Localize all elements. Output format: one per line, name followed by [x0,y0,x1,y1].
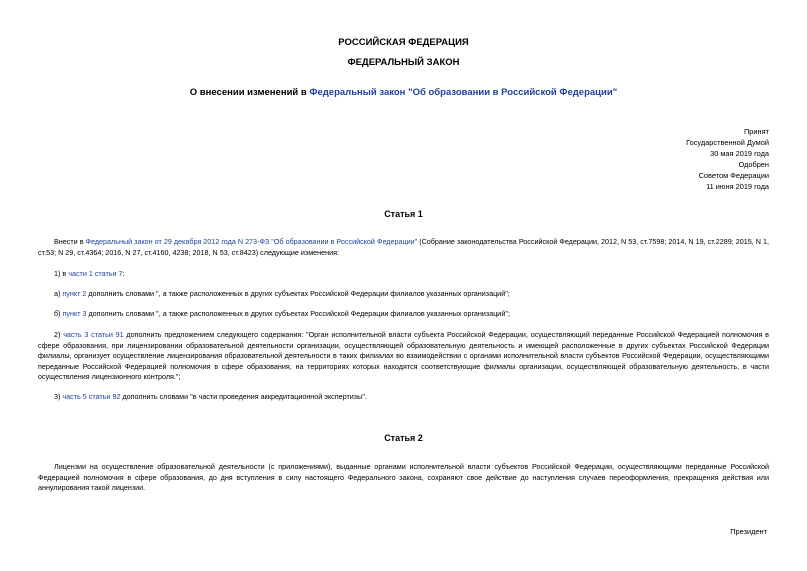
item-1b-text: б) [54,309,63,318]
acceptance-line: 11 июня 2019 года [706,182,769,191]
law-title-prefix: О внесении изменений в [189,87,310,98]
law-273-fz-link[interactable]: Федеральный закон от 29 декабря 2012 года N 273-ФЗ "Об образовании в Российской Федерации" [85,237,418,246]
law-title [0,87,807,98]
article-7-part-1-link[interactable]: части 1 статьи 7 [68,269,123,278]
item-1-text: 1) в [54,269,69,278]
intro-text-rest: (Собрание законодательства Российской Федерации, 2012, N 53, ст.7598; 2014, N 19, ст.2289; 2015, N 1, ст.53; N 29, ст.4364; 2016, N 27, ст.4160, 4238; 2018, N 53, ст.8423) следующие изменения: [38,237,769,257]
clause-3-link[interactable]: пункт 3 [62,309,87,318]
item-3 [38,392,769,403]
intro-text: Внести в [54,237,86,246]
item-1 [38,269,769,280]
president-signature: Президент [730,527,767,536]
acceptance-line: Принят [743,127,769,136]
article-2-heading: Статья 2 [384,433,423,443]
item-1b [38,309,769,320]
item-1-text-rest: : [122,269,125,278]
item-3-text-rest: дополнить словами "в части проведения аккредитационной экспертизы". [120,392,367,401]
country-heading: РОССИЙСКАЯ ФЕДЕРАЦИЯ [338,37,469,48]
item-1a-text-rest: дополнить словами ", а также расположенных в других субъектах Российской Федерации филиалов указанных организаций"; [86,289,510,298]
article-1-intro [38,237,769,258]
clause-2-link[interactable]: пункт 2 [62,289,87,298]
acceptance-line: 30 мая 2019 года [710,149,769,158]
item-2-text-rest: дополнить предложением следующего содержания: "Орган исполнительной власти субъекта Российской Федерации, осуществляющий переданные Российской Федерацией полномочия в сфере образования, при лицензировании образовательной деятельности организации, осуществляющей образовательную деятельность и имеющей расположенные в других субъектах Российской Федерации филиалы, организует осуществление лицензирования образовательной деятельности в таких филиалах во взаимодействии с органами исполнительной власти субъектов Российской Федерации, осуществляющими переданные Российской Федерацией полномочия в сфере образования, на территориях которых находятся соответствующие филиалы организации, осуществляющей образовательную деятельность, в части осуществления лицензионного контроля."; [38,330,769,381]
article-1-heading: Статья 1 [384,209,423,219]
item-1a-text: а) [54,289,63,298]
item-3-text: 3) [54,392,63,401]
acceptance-line: Одобрен [738,160,769,169]
item-1a [38,289,769,300]
acceptance-line: Государственной Думой [686,138,769,147]
article-2-text: Лицензии на осуществление образовательной деятельности (с приложениями), выданные органами исполнительной власти субъектов Российской Федерации, осуществляющими переданные Российской Федерацией полномочия в сфере образования, до дня вступления в силу настоящего Федерального закона, сохраняют свое действие до наступления случаев переоформления, прекращения действия или аннулирования такой лицензии. [38,462,769,492]
article-91-part-3-link[interactable]: часть 3 статьи 91 [63,330,124,339]
acceptance-line: Советом Федерации [698,171,769,180]
article-92-part-5-link[interactable]: часть 5 статьи 92 [62,392,121,401]
doc-type-heading: ФЕДЕРАЛЬНЫЙ ЗАКОН [347,57,460,68]
acceptance-block [686,126,769,192]
item-1b-text-rest: дополнить словами ", а также расположенных в других субъектах Российской Федерации филиалов указанных организаций"; [86,309,510,318]
item-2 [38,330,769,383]
item-2-text: 2) [54,330,64,339]
law-title-link[interactable]: Федеральный закон "Об образовании в Российской Федерации" [309,87,618,98]
